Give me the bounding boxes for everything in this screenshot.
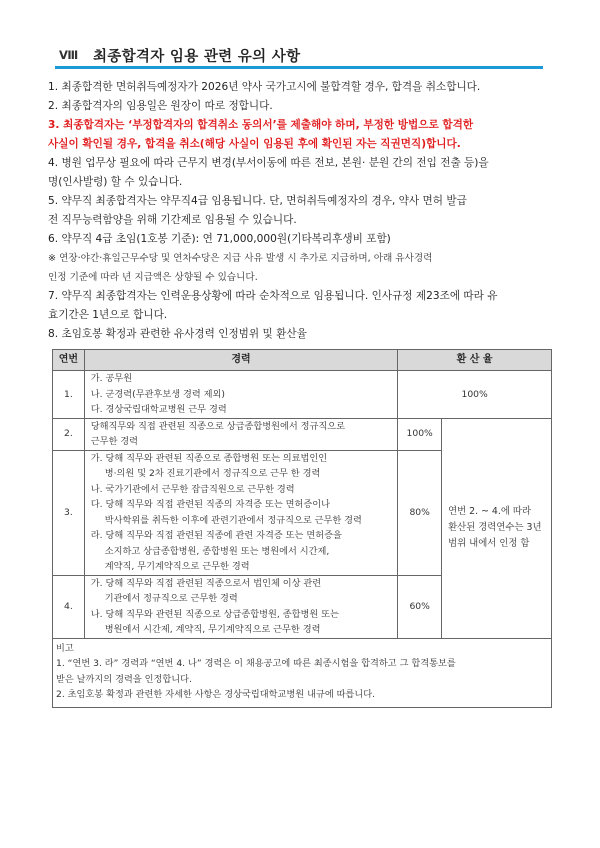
list-item-line: 전 직무능력함양을 위해 기간제로 임용될 수 있습니다.: [48, 214, 297, 226]
section-number: Ⅷ: [59, 48, 79, 62]
remarks-title: 비고: [56, 642, 74, 654]
career-cell: [84, 450, 397, 575]
row-number: 2.: [53, 418, 85, 450]
career-line: 가. 공무원: [90, 373, 133, 384]
career-line: 나. 당해 직무와 관련된 직종으로 상급종합병원, 종합병원 또는: [90, 608, 339, 620]
career-line: 근무한 경력: [90, 436, 139, 447]
table-header-row: [53, 350, 552, 371]
career-line: 기관에서 정규직으로 근무한 경력: [104, 593, 238, 604]
row-number: 1.: [53, 371, 85, 419]
header-rate: 환 산 율: [398, 350, 552, 371]
career-cell: [84, 371, 397, 419]
list-item-line: 2. 최종합격자의 임용일은 원장이 따로 정합니다.: [48, 100, 273, 112]
remarks-line: 1. “연번 3. 라” 경력과 “연번 4. 나” 경력은 이 채용공고에 따른 최종시험을 합격하고 그 합격통보를: [56, 658, 456, 669]
remarks-row: [53, 638, 552, 707]
career-line: 병·의원 및 2차 진료기관에서 정규직으로 근무 한 경력: [104, 468, 321, 479]
rate-side-note: [442, 418, 552, 638]
rate-cell: 100%: [398, 371, 552, 419]
career-line: 가. 당해 직무와 관련된 직종으로 종합병원 또는 의료법인인: [90, 452, 328, 464]
row-number: 3.: [53, 450, 85, 575]
rate-cell: 60%: [398, 575, 442, 638]
career-line: 박사학위를 취득한 이후에 관련기관에서 정규직으로 근무한 경력: [104, 514, 362, 526]
rate-cell: 80%: [398, 450, 442, 575]
career-line: 소지하고 상급종합병원, 종합병원 또는 병원에서 시간제,: [104, 545, 330, 557]
career-line: 다. 당해 직무와 직접 관련된 직종의 자격증 또는 면허증이나: [90, 499, 331, 510]
header-no: 연번: [53, 350, 85, 371]
list-item-line: 명(인사발령) 할 수 있습니다.: [48, 176, 183, 188]
section-title: 최종합격자 임용 관련 유의 사항: [93, 49, 301, 65]
header-career: 경력: [84, 350, 397, 371]
career-line: 라. 당해 직무와 직접 관련된 직종에 관련 자격증 또는 면허증을: [90, 530, 342, 541]
side-note-line: 환산된 경력연수는 3년: [448, 522, 542, 533]
remarks-line: 받은 날까지의 경력을 인정합니다.: [56, 673, 192, 685]
header-underline: [55, 66, 543, 69]
note-line: 인정 기준에 따라 년 지급액은 상향될 수 있습니다.: [48, 272, 258, 283]
section-header: [55, 40, 543, 70]
career-cell: [84, 418, 397, 450]
notice-list: [48, 78, 553, 344]
list-item-line: 7. 약무직 최종합격자는 인력운용상황에 따라 순차적으로 임용됩니다. 인사규정 제23조에 따라 유: [48, 290, 498, 302]
list-item-line: 5. 약무직 최종합격자는 약무직4급 임용됩니다. 단, 면허취득예정자의 경우, 약사 면허 발급: [48, 195, 467, 207]
list-item-line: 효기간은 1년으로 합니다.: [48, 309, 168, 321]
remarks-cell: [53, 638, 552, 707]
career-line: 계약직, 무기계약직으로 근무한 경력: [104, 561, 250, 572]
table-row: [53, 418, 552, 450]
career-line: 나. 군경력(무관후보생 경력 제외): [90, 388, 225, 400]
career-line: 당해직무와 직접 관련된 직종으로 상급종합병원에서 정규직으로: [90, 420, 345, 432]
side-note-line: 연번 2. ~ 4.에 따라: [448, 506, 532, 517]
career-line: 가. 당해 직무와 직접 관련된 직종으로서 법인체 이상 관련: [90, 577, 322, 589]
career-cell: [84, 575, 397, 638]
career-line: 다. 경상국립대학교병원 근무 경력: [90, 404, 227, 415]
note-line: ※ 연장·야간·휴일근무수당 및 연차수당은 지급 사유 발생 시 추가로 지급하며, 아래 유사경력: [48, 253, 433, 264]
rate-cell: 100%: [398, 418, 442, 450]
career-line: 나. 국가기관에서 근무한 잡급직원으로 근무한 경력: [90, 483, 295, 495]
list-item-line: 6. 약무직 4급 초임(1호봉 기준): 연 71,000,000원(기타복리후생비 포함): [48, 233, 391, 245]
list-item-line: 3. 최종합격자는 ‘부정합격자의 합격취소 동의서’를 제출해야 하며, 부정한 방법으로 합격한: [48, 119, 474, 131]
row-number: 4.: [53, 575, 85, 638]
list-item-line: 사실이 확인될 경우, 합격을 취소(해당 사실이 임용된 후에 확인된 자는 직권면직)합니다.: [48, 138, 461, 150]
list-item-line: 1. 최종합격한 면허취득예정자가 2026년 약사 국가고시에 불합격할 경우, 합격을 취소합니다.: [48, 81, 481, 93]
career-line: 병원에서 시간제, 계약직, 무기계약직으로 근무한 경력: [104, 624, 321, 635]
career-conversion-table: [52, 349, 552, 708]
list-item-line: 8. 초임호봉 확정과 관련한 유사경력 인정범위 및 환산율: [48, 328, 307, 340]
list-item-line: 4. 병원 업무상 필요에 따라 근무지 변경(부서이동에 따른 전보, 본원· 분원 간의 전입 전출 등)을: [48, 157, 489, 169]
remarks-line: 2. 초임호봉 확정과 관련한 자세한 사항은 경상국립대학교병원 내규에 따릅니다.: [56, 689, 376, 700]
side-note-line: 범위 내에서 인정 함: [448, 538, 530, 549]
table-row: [53, 371, 552, 419]
